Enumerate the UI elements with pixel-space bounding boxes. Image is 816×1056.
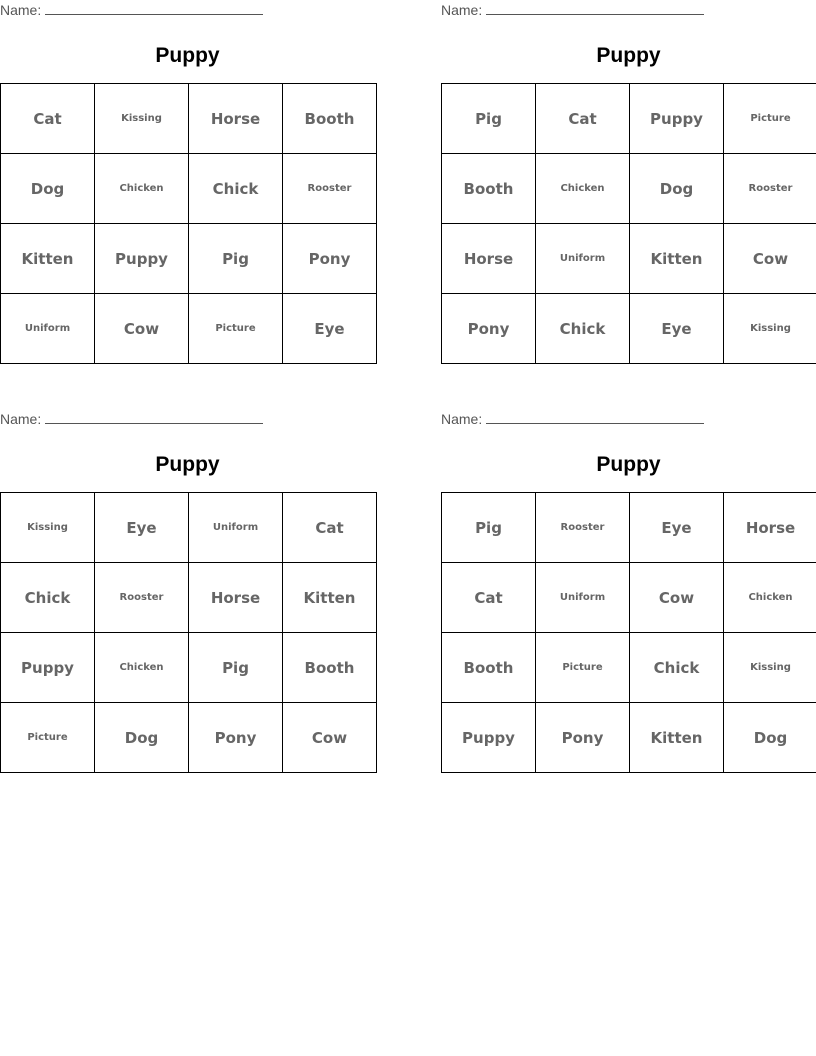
grid-row — [1, 224, 377, 294]
name-line — [441, 411, 711, 429]
bingo-card-1 — [0, 0, 375, 365]
grid-cell: Pony — [536, 703, 630, 773]
card-title: Puppy — [155, 453, 220, 476]
grid-cell: Chick — [189, 154, 283, 224]
grid-cell: Dog — [630, 154, 724, 224]
grid-cell: Picture — [189, 294, 283, 364]
grid-cell: Chick — [1, 563, 95, 633]
grid-cell: Rooster — [536, 493, 630, 563]
grid-cell: Cat — [536, 84, 630, 154]
grid-cell: Uniform — [1, 294, 95, 364]
bingo-card-3 — [0, 409, 375, 774]
grid-cell: Kitten — [630, 703, 724, 773]
grid-cell: Kissing — [724, 294, 816, 364]
grid-cell: Eye — [630, 294, 724, 364]
grid-cell: Cat — [283, 493, 377, 563]
name-blank — [45, 411, 263, 424]
bingo-grid — [441, 83, 816, 364]
grid-cell: Pony — [442, 294, 536, 364]
grid-cell: Rooster — [283, 154, 377, 224]
grid-cell: Horse — [724, 493, 816, 563]
grid-row — [442, 294, 816, 364]
bingo-grid — [441, 492, 816, 773]
grid-cell: Picture — [724, 84, 816, 154]
grid-cell: Dog — [95, 703, 189, 773]
grid-cell: Dog — [1, 154, 95, 224]
grid-row — [1, 294, 377, 364]
name-label: Name: — [0, 2, 42, 18]
grid-cell: Chicken — [536, 154, 630, 224]
name-label: Name: — [441, 411, 483, 427]
grid-row — [1, 154, 377, 224]
name-blank — [486, 2, 704, 15]
grid-cell: Picture — [1, 703, 95, 773]
bingo-card-4 — [441, 409, 816, 774]
grid-cell: Booth — [442, 154, 536, 224]
grid-cell: Pig — [189, 633, 283, 703]
card-title: Puppy — [596, 44, 661, 67]
name-line — [441, 2, 711, 20]
card-title: Puppy — [596, 453, 661, 476]
grid-cell: Rooster — [95, 563, 189, 633]
grid-cell: Rooster — [724, 154, 816, 224]
grid-cell: Booth — [442, 633, 536, 703]
grid-cell: Kitten — [1, 224, 95, 294]
grid-cell: Eye — [283, 294, 377, 364]
grid-cell: Booth — [283, 84, 377, 154]
grid-cell: Cow — [95, 294, 189, 364]
grid-cell: Picture — [536, 633, 630, 703]
grid-cell: Chicken — [95, 633, 189, 703]
grid-cell: Horse — [189, 84, 283, 154]
name-line — [0, 411, 270, 429]
grid-cell: Uniform — [536, 563, 630, 633]
grid-row — [1, 703, 377, 773]
grid-cell: Kissing — [724, 633, 816, 703]
grid-cell: Dog — [724, 703, 816, 773]
bingo-card-2 — [441, 0, 816, 365]
grid-cell: Pig — [189, 224, 283, 294]
grid-cell: Kitten — [630, 224, 724, 294]
grid-cell: Cat — [442, 563, 536, 633]
grid-cell: Kissing — [1, 493, 95, 563]
card-title: Puppy — [155, 44, 220, 67]
grid-row — [1, 633, 377, 703]
name-line — [0, 2, 270, 20]
grid-cell: Cow — [630, 563, 724, 633]
grid-cell: Pony — [189, 703, 283, 773]
grid-cell: Kitten — [283, 563, 377, 633]
name-label: Name: — [441, 2, 483, 18]
grid-row — [442, 633, 816, 703]
grid-row — [442, 224, 816, 294]
grid-cell: Horse — [442, 224, 536, 294]
bingo-grid — [0, 492, 377, 773]
grid-cell: Eye — [95, 493, 189, 563]
grid-row — [442, 703, 816, 773]
grid-cell: Chicken — [724, 563, 816, 633]
grid-cell: Cow — [283, 703, 377, 773]
name-blank — [486, 411, 704, 424]
grid-row — [1, 493, 377, 563]
grid-row — [442, 84, 816, 154]
grid-cell: Eye — [630, 493, 724, 563]
grid-cell: Uniform — [189, 493, 283, 563]
grid-cell: Pony — [283, 224, 377, 294]
grid-row — [442, 154, 816, 224]
grid-row — [1, 84, 377, 154]
grid-cell: Chick — [630, 633, 724, 703]
grid-cell: Pig — [442, 84, 536, 154]
bingo-grid — [0, 83, 377, 364]
name-blank — [45, 2, 263, 15]
name-label: Name: — [0, 411, 42, 427]
grid-row — [1, 563, 377, 633]
grid-cell: Chicken — [95, 154, 189, 224]
grid-cell: Puppy — [1, 633, 95, 703]
grid-cell: Puppy — [442, 703, 536, 773]
grid-cell: Uniform — [536, 224, 630, 294]
grid-cell: Puppy — [95, 224, 189, 294]
grid-row — [442, 493, 816, 563]
grid-cell: Pig — [442, 493, 536, 563]
grid-cell: Cat — [1, 84, 95, 154]
grid-cell: Horse — [189, 563, 283, 633]
grid-cell: Puppy — [630, 84, 724, 154]
grid-cell: Kissing — [95, 84, 189, 154]
grid-cell: Cow — [724, 224, 816, 294]
grid-cell: Chick — [536, 294, 630, 364]
grid-row — [442, 563, 816, 633]
grid-cell: Booth — [283, 633, 377, 703]
